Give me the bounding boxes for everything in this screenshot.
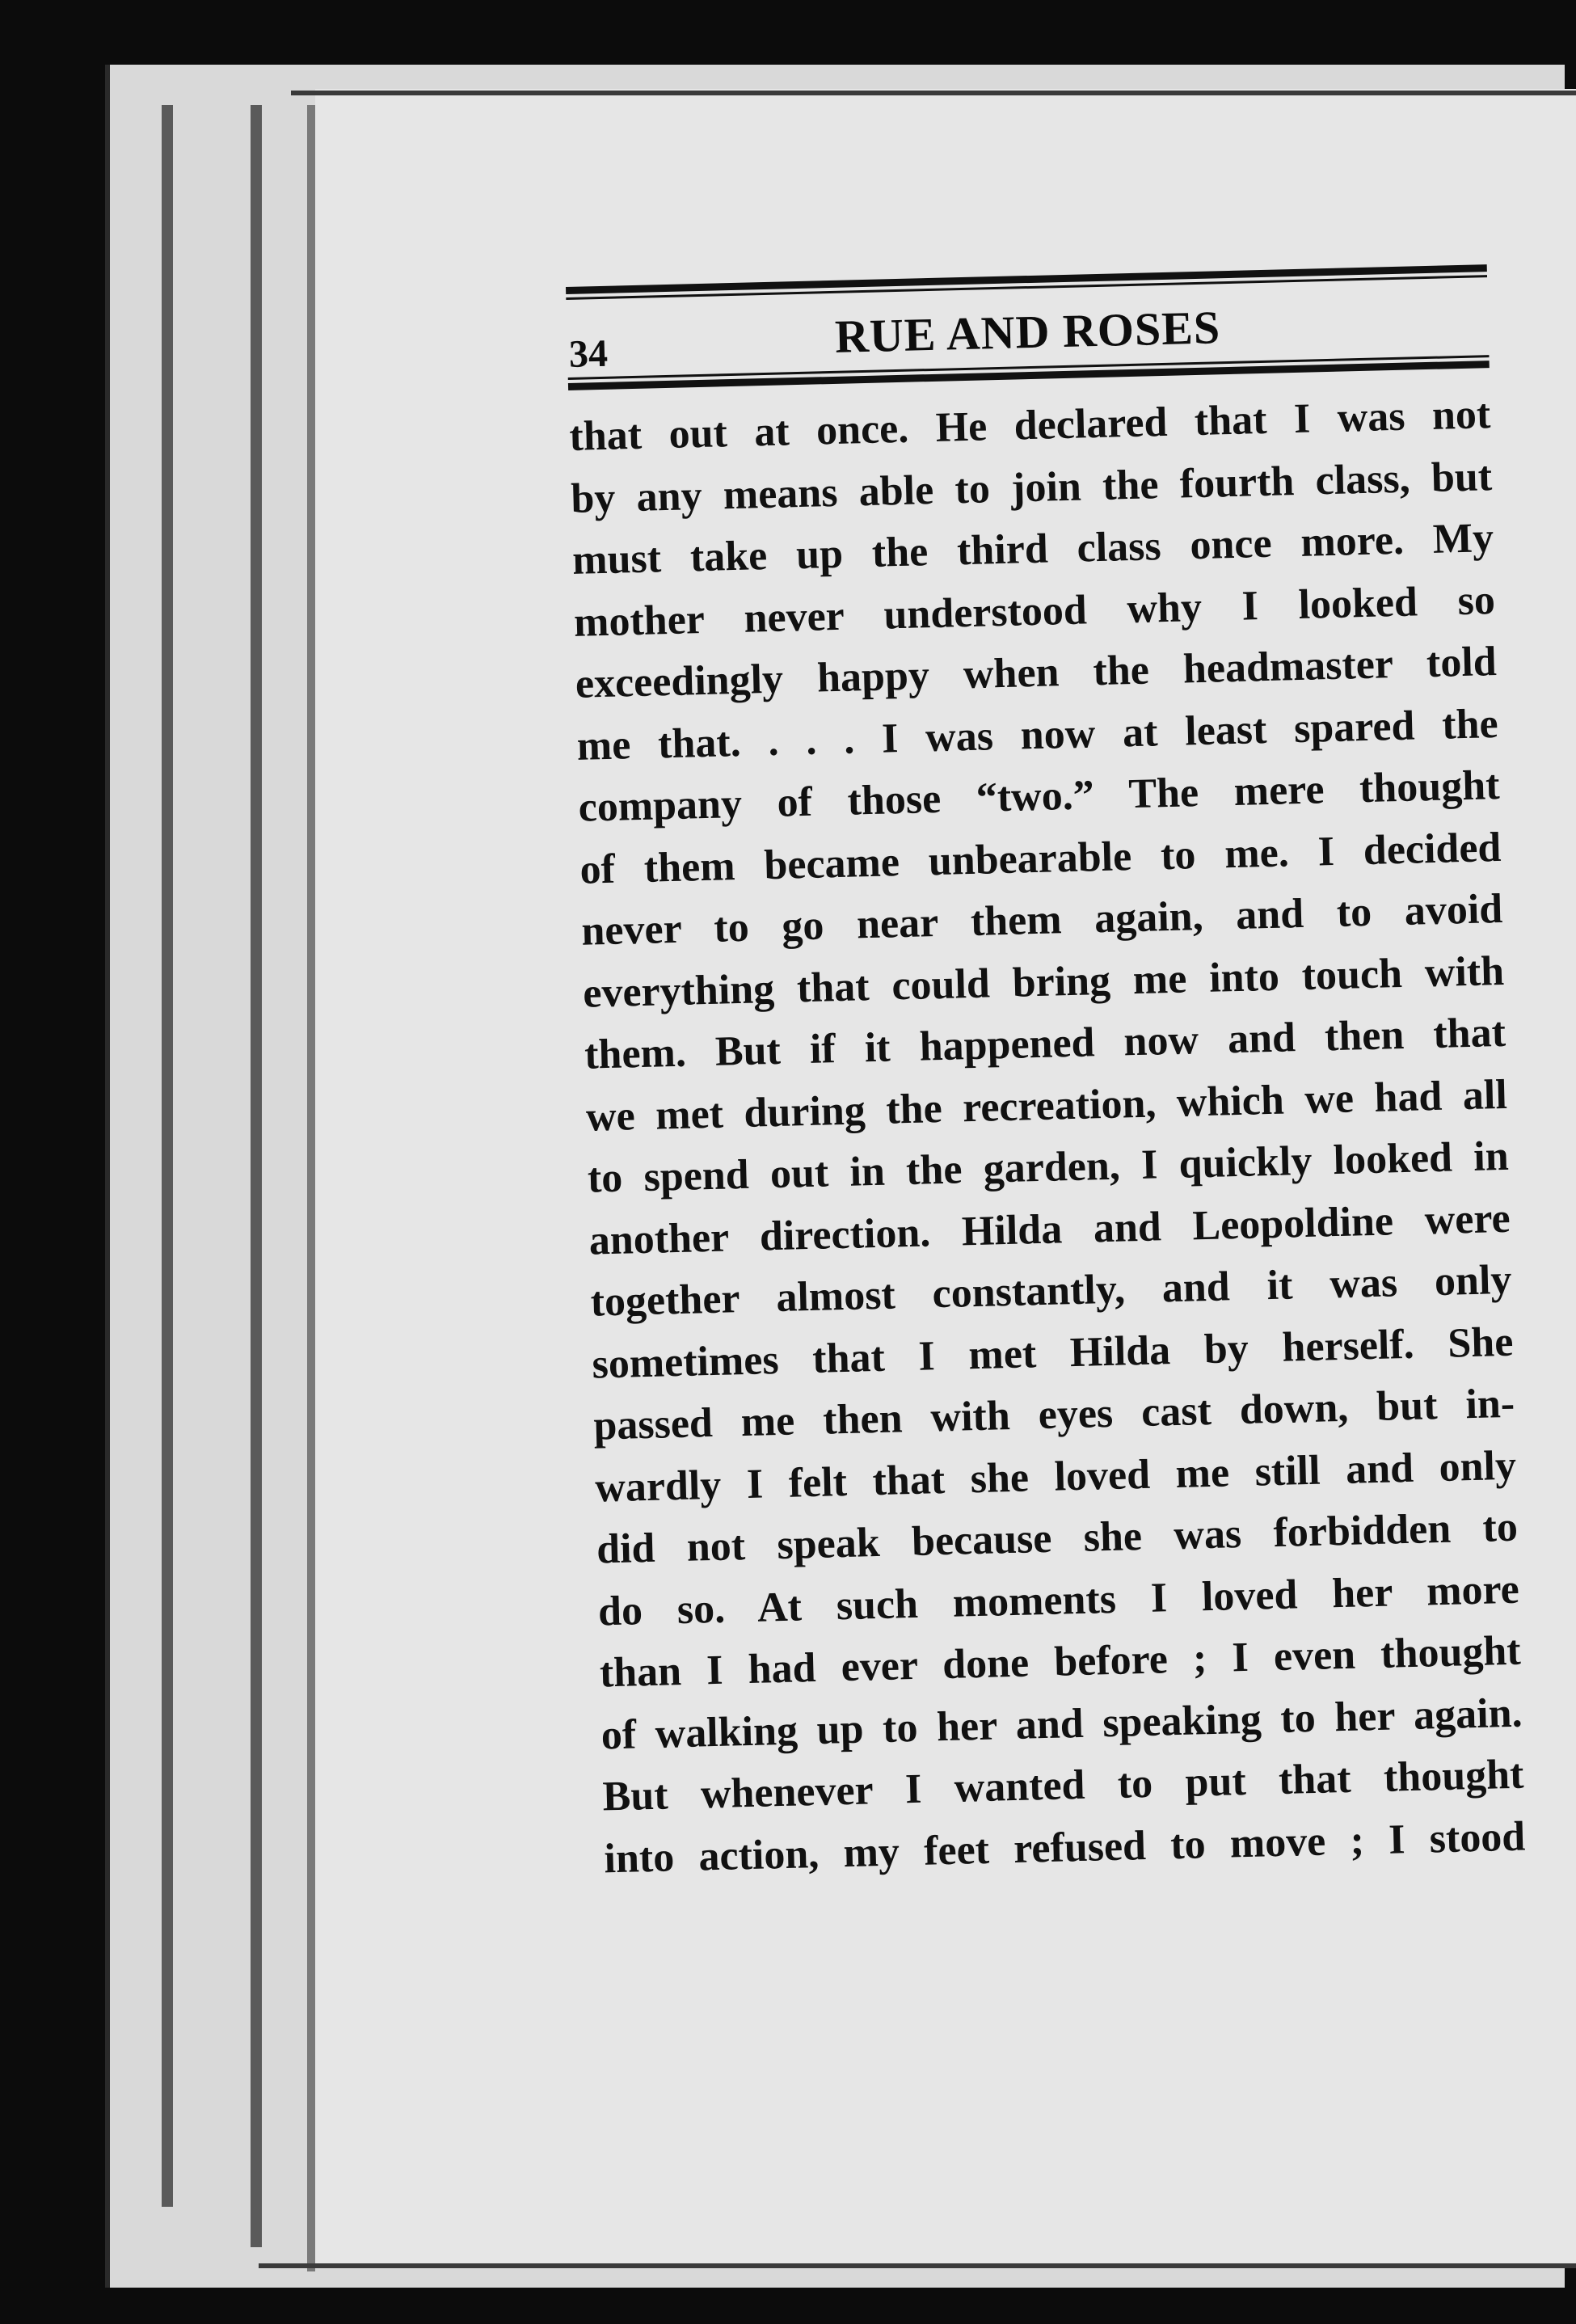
text-line: company of those “two.” The mere thought [578,761,1501,831]
text-line: exceedingly happy when the headmaster told [575,639,1498,707]
text-line: everything that could bring me into touch with [582,947,1505,1017]
text-line: But whenever I wanted to put that thought [601,1751,1525,1820]
page-edge [307,105,315,2271]
text-line: sometimes that I met Hilda by herself. She [591,1318,1514,1388]
page-top-edge [291,91,1576,95]
text-line: of walking up to her and speaking to her again. [600,1689,1523,1758]
running-head [566,277,1489,377]
text-line: me that. . . . I was now at least spared the [576,700,1499,770]
text-line: together almost constantly, and it was only [590,1256,1513,1326]
text-line: do so. At such moments I loved her more [597,1566,1520,1635]
text-line: them. But if it happened now and then that [584,1009,1506,1078]
page-edge [251,105,262,2247]
text-line: to spend out in the garden, I quickly looked in [587,1132,1510,1202]
page-bottom-edge [259,2263,1576,2268]
text-line: we met during the recreation, which we had all [585,1071,1508,1141]
text-line: did not speak because she was forbidden to [596,1504,1519,1573]
page-content [566,264,1526,1890]
text-line: wardly I felt that she loved me still and only [594,1442,1517,1512]
text-line: must take up the third class once more. My [571,515,1494,584]
page-number: 34 [568,331,609,376]
text-line: of them became unbearable to me. I decided [579,824,1502,893]
text-line: that out at once. He declared that I was not [568,391,1491,460]
body-text [569,384,1527,1890]
text-line: mother never understood why I looked so [573,576,1496,646]
text-line: into action, my feet refused to move ; I stood [603,1813,1526,1882]
text-line: passed me then with eyes cast down, but in- [592,1380,1515,1449]
text-line: than I had ever done before ; I even thought [599,1627,1522,1697]
text-line: by any means able to join the fourth class, but [570,453,1493,522]
text-line: another direction. Hilda and Leopoldine were [588,1195,1511,1264]
book-title: RUE AND ROSES [834,301,1221,363]
page-edge [162,105,173,2207]
text-line: never to go near them again, and to avoid [580,885,1503,955]
